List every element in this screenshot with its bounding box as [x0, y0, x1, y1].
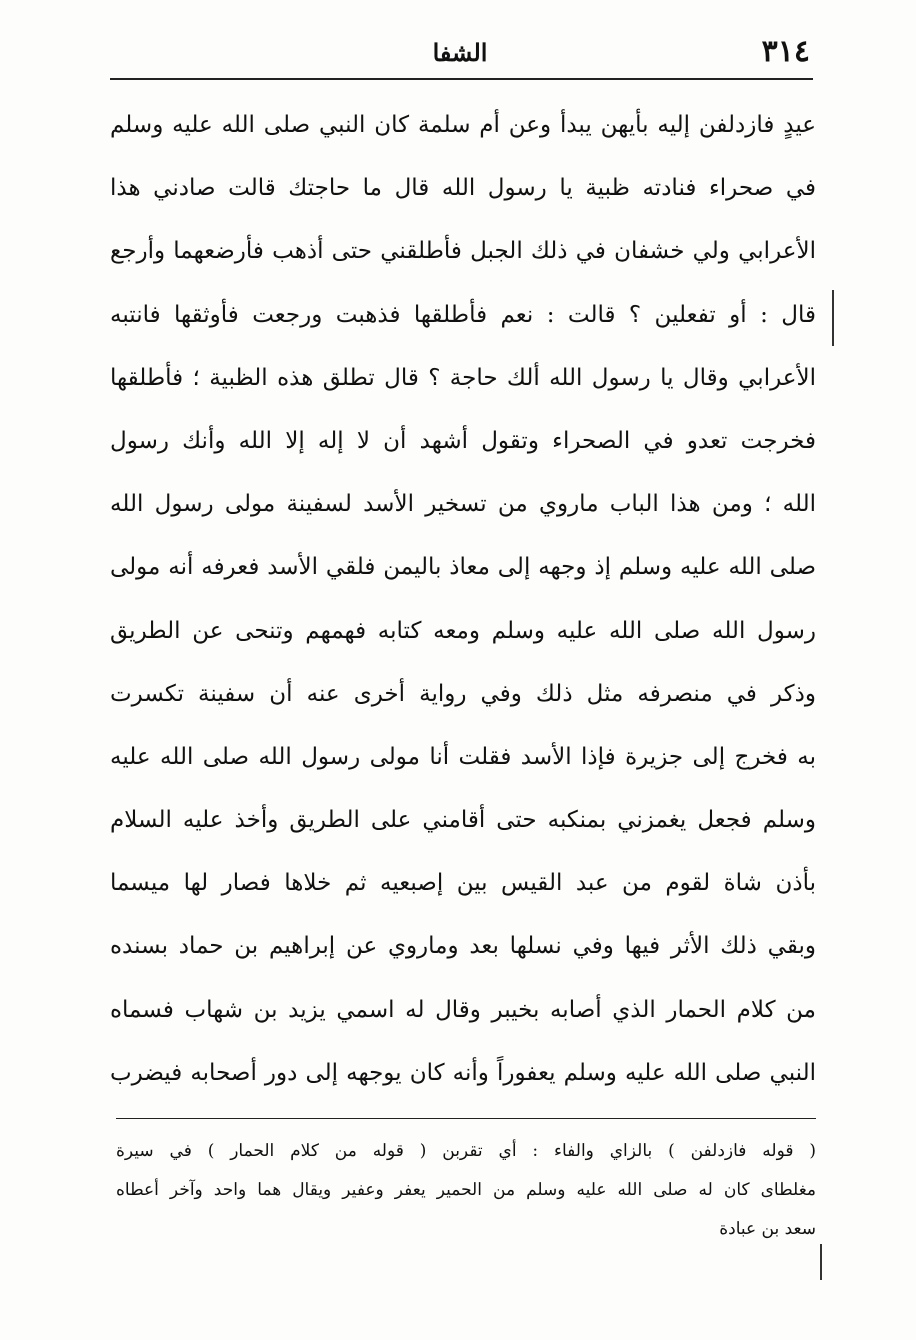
text-line: الأعرابي ولي خشفان في ذلك الجبل فأطلقني حتى أذهب فأرضعهما وأرجع	[110, 238, 816, 265]
text-line: بأذن شاة لقوم من عبد القيس بين إصبعيه ثم خلاها فصار لها ميسما	[110, 870, 816, 897]
text-line: من كلام الحمار الذي أصابه بخيبر وقال له اسمي يزيد بن شهاب فسماه	[110, 996, 816, 1023]
text-line: الأعرابي وقال يا رسول الله ألك حاجة ؟ قال تطلق هذه الظبية ؛ فأطلقها	[110, 364, 816, 391]
running-title: الشفا	[432, 38, 488, 67]
footnote-line: ( قوله فازدلفن ) بالزاي والفاء : أي تقربن ( قوله من كلام الحمار ) في سيرة	[116, 1141, 816, 1161]
text-line: قال : أو تفعلين ؟ قالت : نعم فأطلقها فذهبت ورجعت فأوثقها فانتبه	[110, 301, 816, 328]
text-line: عيدٍ فازدلفن إليه بأيهن يبدأ وعن أم سلمة كان النبي صلى الله عليه وسلم	[110, 112, 816, 138]
page-number: ٣١٤	[761, 34, 810, 69]
page-header	[110, 28, 810, 78]
text-line: صلى الله عليه وسلم إذ وجهه إلى معاذ باليمن فلقي الأسد فعرفه أنه مولى	[110, 554, 816, 581]
header-rule	[110, 78, 813, 80]
text-line: في صحراء فنادته ظبية يا رسول الله قال ما حاجتك قالت صادني هذا	[110, 175, 816, 202]
text-line: به فخرج إلى جزيرة فإذا الأسد فقلت أنا مولى رسول الله صلى الله عليه	[110, 743, 816, 770]
footnotes	[116, 1132, 816, 1249]
text-line: الله ؛ ومن هذا الباب ماروي من تسخير الأسد لسفينة مولى رسول الله	[110, 491, 816, 518]
text-line: فخرجت تعدو في الصحراء وتقول أشهد أن لا إله إلا الله وأنك رسول	[110, 427, 816, 454]
margin-mark	[832, 290, 834, 346]
margin-mark	[820, 1244, 822, 1280]
text-line: رسول الله صلى الله عليه وسلم ومعه كتابه فهمهم وتنحى عن الطريق	[110, 617, 816, 644]
footnote-rule	[116, 1118, 816, 1119]
footnote-line: مغلطاى كان له صلى الله عليه وسلم من الحمير يعفر وعفير ويقال هما واحد وآخر أعطاه	[116, 1180, 816, 1200]
text-line: وذكر في منصرفه مثل ذلك وفي رواية أخرى عنه أن سفينة تكسرت	[110, 680, 816, 707]
text-line: وبقي ذلك الأثر فيها وفي نسلها بعد وماروي عن إبراهيم بن حماد بسنده	[110, 933, 816, 960]
main-text	[110, 94, 816, 1105]
text-line: وسلم فجعل يغمزني بمنكبه حتى أقامني على الطريق وأخذ عليه السلام	[110, 807, 816, 834]
text-line: النبي صلى الله عليه وسلم يعفوراً وأنه كان يوجهه إلى دور أصحابه فيضرب	[110, 1059, 816, 1086]
footnote-line: سعد بن عبادة	[719, 1219, 816, 1239]
